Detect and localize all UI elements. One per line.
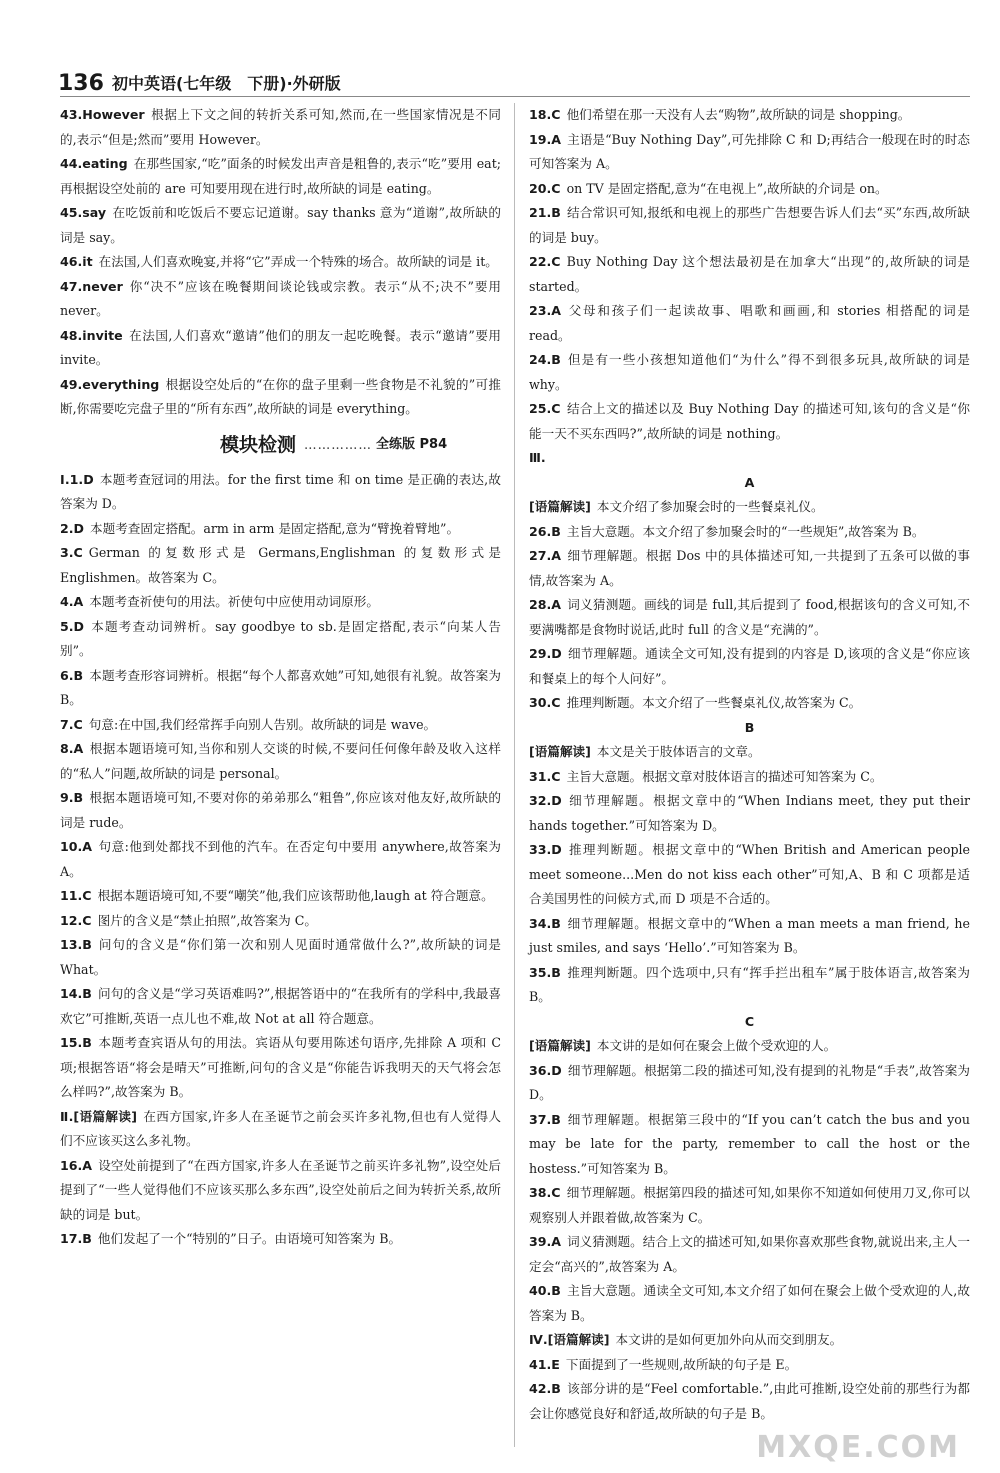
answer-explanation: 问句的含义是“你们第一次和别人见面时通常做什么?”,故所缺的词是 What。	[60, 937, 501, 977]
answer-item	[60, 713, 501, 738]
section-ref: 全练版 P84	[375, 437, 448, 453]
answer-item	[529, 1059, 970, 1108]
answer-item	[529, 299, 970, 348]
answer-item	[529, 1377, 970, 1426]
answer-explanation: 他们发起了一个“特别的”日子。由语境可知答案为 B。	[97, 1231, 402, 1246]
answer-explanation: 推理判断题。根据文章中的“When British and American people meet someone...Men do not kiss each other”可知,A、B 和 C 项都是适合美国男性的问候方式,而 D 项是不合适的。	[529, 842, 970, 906]
answer-explanation: 细节理解题。根据 Dos 中的具体描述可知,一共提到了五条可以做的事情,故答案为 A。	[529, 548, 970, 588]
answer-item	[529, 1353, 970, 1378]
answer-item	[529, 1181, 970, 1230]
answer-explanation: 词义猜测题。画线的词是 full,其后提到了 food,根据该句的含义可知,不要满嘴都是食物时说话,此时 full 的含义是“充满的”。	[529, 597, 970, 637]
answer-item	[60, 201, 501, 250]
answer-number: 36.D	[529, 1062, 562, 1078]
answer-number: [语篇解读]	[529, 499, 591, 514]
answer-item	[60, 152, 501, 201]
answer-number: 18.C	[529, 107, 561, 122]
answer-explanation: 本文讲的是如何在聚会上做个受欢迎的人。	[596, 1038, 837, 1053]
answer-item	[529, 544, 970, 593]
answer-number: 30.C	[529, 695, 561, 710]
answer-number: 47.never	[60, 278, 123, 294]
answer-item	[529, 201, 970, 250]
answer-explanation: 该部分讲的是“Feel comfortable.”,由此可推断,设空处前的那些行为都会让你感觉良好和舒适,故所缺的句子是 B。	[529, 1381, 970, 1421]
answer-number: 27.A	[529, 548, 562, 563]
answer-item	[60, 1031, 501, 1105]
answer-item	[529, 838, 970, 912]
answer-item	[60, 884, 501, 909]
answer-number: 14.B	[60, 986, 92, 1001]
answer-explanation: 根据本题语境可知,不要对你的弟弟那么“粗鲁”,你应该对他友好,故所缺的词是 rude。	[60, 790, 501, 830]
answer-number: 45.say	[60, 205, 107, 220]
answer-explanation: 细节理解题。根据文章中的“When Indians meet, they put their hands together.”可知答案为 D。	[529, 793, 970, 833]
answer-item	[60, 275, 501, 324]
answer-item	[529, 495, 970, 520]
answer-item	[60, 373, 501, 422]
answer-explanation: 他们希望在那一天没有人去“购物”,故所缺的词是 shopping。	[566, 107, 911, 122]
answer-explanation: on TV 是固定搭配,意为“在电视上”,故所缺的介词是 on。	[566, 180, 888, 196]
answer-number: 42.B	[529, 1381, 561, 1396]
answer-explanation: 结合上文的描述以及 Buy Nothing Day 的描述可知,该句的含义是“你能一天不买东西吗?”,故所缺的词是 nothing。	[529, 401, 970, 441]
answer-number: 5.D	[60, 618, 85, 634]
answer-item	[529, 397, 970, 446]
answer-number: 13.B	[60, 937, 92, 952]
answer-number: 7.C	[60, 716, 83, 732]
answer-number: Ⅰ.1.D	[60, 471, 94, 487]
answer-explanation: 主旨大意题。通读全文可知,本文介绍了如何在聚会上做个受欢迎的人,故答案为 B。	[529, 1283, 970, 1323]
answer-item	[529, 765, 970, 790]
answer-number: 3.C	[60, 545, 83, 560]
answer-explanation: 细节理解题。根据第四段的描述可知,如果你不知道如何使用刀叉,你可以观察别人并跟着做,故答案为 C。	[529, 1185, 970, 1225]
answer-item	[60, 103, 501, 152]
passage-b-label: B	[744, 719, 755, 735]
answer-number: 35.B	[529, 964, 561, 980]
answer-item	[529, 1328, 970, 1353]
answer-explanation: 本题考查固定搭配。arm in arm 是固定搭配,意为“臂挽着臂地”。	[90, 520, 460, 536]
answer-item	[60, 933, 501, 982]
answer-item	[60, 835, 501, 884]
answer-number: 24.B	[529, 352, 561, 367]
answer-explanation: 细节理解题。根据文章中的“When a man meets a man friend, he just smiles, and says ‘Hello’.”可知答案为 B。	[529, 915, 970, 955]
header-rule	[60, 96, 970, 97]
answer-explanation: 本文是关于肢体语言的文章。	[596, 744, 761, 759]
answer-explanation: 根据本题语境可知,当你和别人交谈的时候,不要问任何像年龄及收入这样的“私人”问题,故所缺的词是 personal。	[60, 741, 501, 781]
answer-item	[529, 961, 970, 1010]
passage-c-label: C	[744, 1013, 755, 1029]
answer-item	[60, 737, 501, 786]
answer-number: 46.it	[60, 254, 93, 269]
answer-number: 2.D	[60, 520, 85, 536]
answer-number: 26.B	[529, 523, 561, 539]
answer-item	[60, 1154, 501, 1228]
answer-explanation: 本题考查形容词辨析。根据“每个人都喜欢她”可知,她很有礼貌。故答案为 B。	[60, 667, 501, 707]
answer-explanation: 推理判断题。本文介绍了一些餐桌礼仪,故答案为 C。	[566, 695, 862, 710]
section-dots: ……………	[304, 437, 372, 453]
answer-item	[60, 786, 501, 835]
answer-item	[60, 1105, 501, 1154]
part-three-label: Ⅲ.	[529, 450, 546, 465]
answer-number: Ⅱ.[语篇解读]	[60, 1108, 138, 1124]
answer-item	[529, 128, 970, 177]
answer-item	[529, 593, 970, 642]
answer-item	[529, 789, 970, 838]
answer-explanation: 在西方国家,许多人在圣诞节之前会买许多礼物,但也有人觉得人们不应该买这么多礼物。	[60, 1108, 501, 1148]
answer-number: 17.B	[60, 1231, 92, 1246]
answer-explanation: 细节理解题。通读全文可知,没有提到的内容是 D,该项的含义是“你应该和餐桌上的每个人问好”。	[529, 646, 970, 686]
answer-explanation: Buy Nothing Day 这个想法最初是在加拿大“出现”的,故所缺的词是 started。	[529, 254, 970, 294]
answer-number: 33.D	[529, 842, 562, 857]
answer-item	[60, 590, 501, 615]
passage-a-label: A	[744, 474, 755, 490]
answer-explanation: 在那些国家,“吃”面条的时候发出声音是粗鲁的,表示“吃”要用 eat;再根据设空处前的 are 可知要用现在进行时,故所缺的词是 eating。	[60, 156, 501, 196]
answer-number: 29.D	[529, 646, 562, 661]
answer-item	[529, 912, 970, 961]
answer-number: 10.A	[60, 839, 93, 854]
answer-explanation: 在法国,人们喜欢“邀请”他们的朋友一起吃晚餐。表示“邀请”要用 invite。	[60, 327, 501, 367]
right-column	[529, 103, 970, 1426]
answer-number: 34.B	[529, 915, 561, 931]
answer-number: 25.C	[529, 401, 561, 416]
answer-explanation: 本文介绍了参加聚会时的一些餐桌礼仪。	[596, 499, 824, 514]
column-divider	[514, 103, 515, 1447]
answer-explanation: 本文讲的是如何更加外向从而交到朋友。	[615, 1332, 843, 1347]
answer-number: 48.invite	[60, 327, 123, 343]
answer-explanation: 图片的含义是“禁止拍照”,故答案为 C。	[97, 912, 317, 928]
answer-item	[60, 1227, 501, 1252]
answer-item	[529, 103, 970, 128]
answer-item	[529, 1230, 970, 1279]
page-number: 136	[58, 71, 104, 96]
answer-number: 43.However	[60, 107, 145, 122]
left-column	[60, 103, 501, 1252]
answer-number: 16.A	[60, 1157, 93, 1173]
answer-number: 44.eating	[60, 156, 128, 171]
answer-explanation: 主语是“Buy Nothing Day”,可先排除 C 和 D;再结合一般现在时的时态可知答案为 A。	[529, 131, 970, 171]
answer-number: 19.A	[529, 131, 562, 147]
answer-explanation: 本题考查宾语从句的用法。宾语从句要用陈述句语序,先排除 A 项和 C 项;根据答语“将会是晴天”可推断,问句的含义是“你能告诉我明天的天气将会怎么样吗?”,故答案为 B。	[60, 1035, 501, 1099]
answer-number: [语篇解读]	[529, 1038, 591, 1053]
answer-item	[60, 982, 501, 1031]
answer-explanation: 根据设空处后的“在你的盘子里剩一些食物是不礼貌的”可推断,你需要吃完盘子里的“所有东西”,故所缺的词是 everything。	[60, 376, 501, 416]
answer-explanation: 词义猜测题。结合上文的描述可知,如果你喜欢那些食物,就说出来,主人一定会“高兴的”,故答案为 A。	[529, 1234, 970, 1274]
answer-explanation: 在吃饭前和吃饭后不要忘记道谢。say thanks 意为“道谢”,故所缺的词是 say。	[60, 205, 501, 245]
answer-item	[529, 1279, 970, 1328]
answer-number: 4.A	[60, 594, 84, 609]
answer-item	[529, 250, 970, 299]
answer-explanation: 本题考查祈使句的用法。祈使句中应使用动词原形。	[89, 594, 379, 609]
answer-item	[60, 664, 501, 713]
answer-explanation: German 的复数形式是 Germans,Englishman 的复数形式是 Englishmen。故答案为 C。	[60, 545, 501, 585]
answer-item	[529, 642, 970, 691]
answer-explanation: 根据上下文之间的转折关系可知,然而,在一些国家情况是不同的,表示“但是;然而”要用 However。	[60, 107, 501, 147]
answer-number: 22.C	[529, 254, 561, 269]
answer-explanation: 在法国,人们喜欢晚宴,并将“它”弄成一个特殊的场合。故所缺的词是 it。	[98, 254, 498, 269]
answer-explanation: 问句的含义是“学习英语难吗?”,根据答语中的“在我所有的学科中,我最喜欢它”可推断,英语一点儿也不难,故 Not at all 符合题意。	[60, 986, 501, 1026]
answer-number: 37.B	[529, 1111, 561, 1127]
answer-number: 40.B	[529, 1283, 561, 1298]
answer-explanation: 句意:在中国,我们经常挥手向别人告别。故所缺的词是 wave。	[88, 716, 437, 732]
answer-item	[60, 250, 501, 275]
answer-explanation: 主旨大意题。根据文章对肢体语言的描述可知答案为 C。	[566, 768, 883, 784]
answer-number: 11.C	[60, 888, 92, 903]
answer-number: 23.A	[529, 303, 562, 318]
answer-number: 49.everything	[60, 376, 160, 392]
answer-explanation: 下面提到了一些规则,故所缺的句子是 E。	[565, 1356, 798, 1372]
answer-number: 21.B	[529, 205, 561, 220]
answer-number: 15.B	[60, 1035, 92, 1050]
answer-item	[60, 909, 501, 934]
book-title: 初中英语(七年级 下册)·外研版	[111, 74, 341, 93]
answer-item	[529, 520, 970, 545]
answer-number: 38.C	[529, 1185, 561, 1200]
answer-item	[529, 1108, 970, 1182]
page-header	[58, 62, 341, 96]
answer-number: 8.A	[60, 741, 84, 756]
answer-item	[529, 691, 970, 716]
section-heading	[60, 428, 501, 464]
answer-number: 28.A	[529, 597, 562, 612]
answer-item	[60, 615, 501, 664]
answer-item	[60, 517, 501, 542]
answer-explanation: 细节理解题。根据第三段中的“If you can’t catch the bus and you may be late for the party, remember to call the host or the hostess.”可知答案为 B。	[529, 1111, 970, 1176]
answer-explanation: 句意:他到处都找不到他的汽车。在否定句中要用 anywhere,故答案为 A。	[60, 839, 501, 879]
answer-number: 31.C	[529, 768, 561, 784]
answer-number: 9.B	[60, 790, 84, 805]
answer-explanation: 你“决不”应该在晚餐期间谈论钱或宗教。表示“从不;决不”要用 never。	[60, 278, 501, 318]
answer-number: Ⅳ.[语篇解读]	[529, 1332, 610, 1347]
answer-explanation: 但是有一些小孩想知道他们“为什么”得不到很多玩具,故所缺的词是 why。	[529, 352, 970, 392]
answer-explanation: 父母和孩子们一起读故事、唱歌和画画,和 stories 相搭配的词是 read。	[529, 303, 970, 343]
answer-explanation: 细节理解题。根据第二段的描述可知,没有提到的礼物是“手表”,故答案为 D。	[529, 1062, 970, 1102]
answer-explanation: 主旨大意题。本文介绍了参加聚会时的“一些规矩”,故答案为 B。	[566, 523, 925, 539]
answer-explanation: 推理判断题。四个选项中,只有“挥手拦出租车”属于肢体语言,故答案为 B。	[529, 964, 970, 1004]
watermark: MXQE.COM	[756, 1430, 960, 1465]
answer-item	[529, 1034, 970, 1059]
answer-explanation: 设空处前提到了“在西方国家,许多人在圣诞节之前买许多礼物”,设空处后提到了“一些人觉得他们不应该买那么多东西”,设空处前后之间为转折关系,故所缺的词是 but。	[60, 1157, 501, 1222]
answer-item	[529, 740, 970, 765]
answer-number: 39.A	[529, 1234, 562, 1249]
answer-number: 32.D	[529, 793, 562, 808]
answer-item	[60, 468, 501, 517]
answer-item	[529, 177, 970, 202]
answer-item	[60, 324, 501, 373]
answer-item	[529, 348, 970, 397]
answer-explanation: 根据本题语境可知,不要“嘲笑”他,我们应该帮助他,laugh at 符合题意。	[97, 888, 494, 903]
answer-number: 6.B	[60, 667, 84, 683]
answer-item	[60, 541, 501, 590]
answer-number: 41.E	[529, 1356, 560, 1372]
answer-explanation: 本题考查冠词的用法。for the first time 和 on time 是正确的表达,故答案为 D。	[60, 471, 501, 511]
section-title: 模块检测	[220, 434, 297, 457]
answer-number: 20.C	[529, 180, 561, 196]
answer-number: [语篇解读]	[529, 744, 591, 759]
answer-explanation: 结合常识可知,报纸和电视上的那些广告想要告诉人们去“买”东西,故所缺的词是 buy。	[529, 205, 970, 245]
answer-number: 12.C	[60, 912, 92, 928]
answer-explanation: 本题考查动词辨析。say goodbye to sb.是固定搭配,表示“向某人告别”。	[60, 618, 501, 658]
